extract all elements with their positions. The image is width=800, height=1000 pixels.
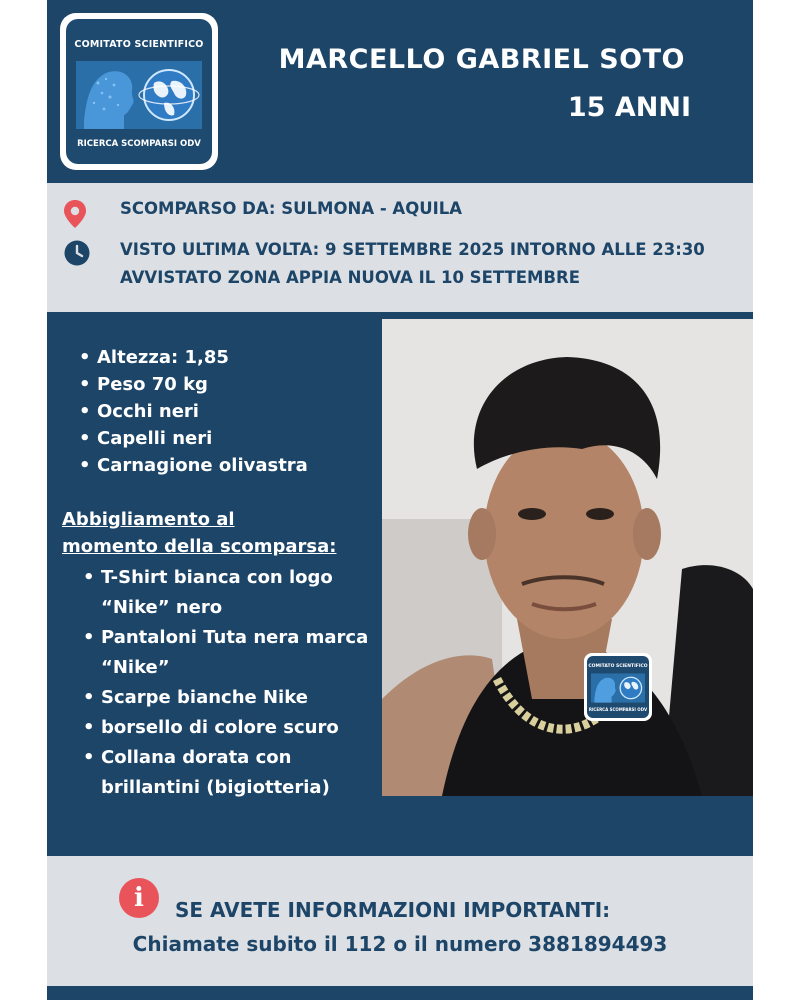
sighted-text: AVVISTATO ZONA APPIA NUOVA IL 10 SETTEMBRE <box>120 268 580 287</box>
logo-top-text: COMITATO SCIENTIFICO <box>74 39 204 50</box>
contact-section <box>47 856 753 986</box>
clothing-heading <box>62 506 336 560</box>
clock-icon <box>64 240 90 266</box>
feature-eyes: • Occhi neri <box>77 398 308 425</box>
clothing-heading-line1: Abbigliamento al <box>62 509 235 530</box>
features-list <box>77 344 308 479</box>
organization-logo <box>60 13 218 170</box>
watermark-top-text: COMITATO SCIENTIFICO <box>588 664 648 669</box>
footer-bar <box>47 986 753 1000</box>
clothing-item: • Scarpe bianche Nike <box>81 683 381 713</box>
location-pin-icon <box>63 199 87 229</box>
feature-hair: • Capelli neri <box>77 425 308 452</box>
feature-height: • Altezza: 1,85 <box>77 344 308 371</box>
logo-bottom-text: RICERCA SCOMPARSI ODV <box>77 139 201 149</box>
missing-person-name: MARCELLO GABRIEL SOTO <box>278 44 685 75</box>
head-globe-icon <box>76 61 202 129</box>
clothing-item: • Collana dorata con brillantini (bigiotteria) <box>81 743 381 803</box>
clothing-heading-line2: momento della scomparsa: <box>62 536 337 557</box>
physical-description <box>47 316 753 856</box>
clothing-item: • Pantaloni Tuta nera marca “Nike” <box>81 623 381 683</box>
missing-person-age: 15 ANNI <box>567 92 691 123</box>
clothing-item: • T-Shirt bianca con logo “Nike” nero <box>81 563 381 623</box>
missing-person-photo <box>382 319 753 796</box>
contact-phone-text: Chiamate subito il 112 o il numero 3881894493 <box>132 932 668 956</box>
info-icon: i <box>119 878 159 918</box>
watermark-head-globe-icon <box>591 673 645 703</box>
clothing-list <box>81 563 381 803</box>
missing-person-poster <box>47 0 753 1000</box>
missing-from-text: SCOMPARSO DA: SULMONA - AQUILA <box>120 199 463 218</box>
portrait-illustration <box>382 319 753 796</box>
poster-header <box>47 0 753 183</box>
watermark-logo-panel <box>587 656 649 718</box>
watermark-logo <box>584 653 652 721</box>
disappearance-info <box>47 183 753 312</box>
clothing-item: • borsello di colore scuro <box>81 713 381 743</box>
logo-panel <box>66 19 212 164</box>
feature-complexion: • Carnagione olivastra <box>77 452 308 479</box>
last-seen-text: VISTO ULTIMA VOLTA: 9 SETTEMBRE 2025 INTORNO ALLE 23:30 <box>120 240 705 259</box>
contact-heading: SE AVETE INFORMAZIONI IMPORTANTI: <box>175 898 611 922</box>
watermark-bottom-text: RICERCA SCOMPARSI ODV <box>588 707 648 712</box>
feature-weight: • Peso 70 kg <box>77 371 308 398</box>
